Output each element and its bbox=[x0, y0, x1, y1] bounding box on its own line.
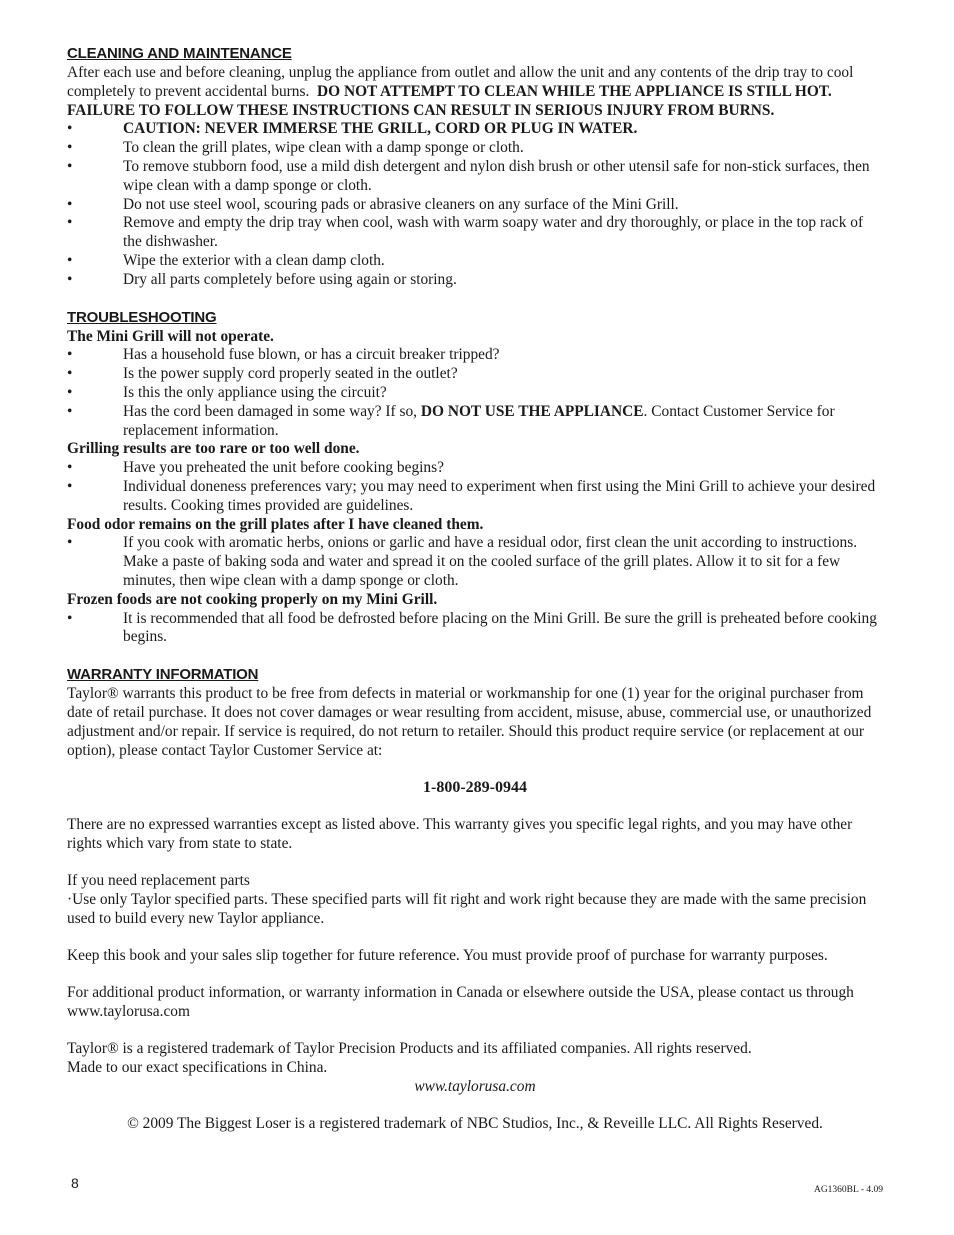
warranty-paragraph: For additional product information, or warranty information in Canada or elsewhere outside the USA, please contact us through www.taylorusa.com bbox=[67, 984, 854, 1021]
list-item: • Remove and empty the drip tray when cool, wash with warm soapy water and dry thoroughly, or place in the top rack of the dishwasher. bbox=[67, 214, 864, 251]
warranty-paragraph: Keep this book and your sales slip together for future reference. You must provide proof of purchase for warranty purposes. bbox=[67, 947, 828, 965]
bullet: • bbox=[67, 251, 73, 269]
problem-answers bbox=[67, 534, 883, 590]
bullet: • bbox=[67, 402, 73, 420]
list-item: • Do not use steel wool, scouring pads or abrasive cleaners on any surface of the Mini Grill. bbox=[67, 195, 679, 213]
problem-question: Frozen foods are not cooking properly on my Mini Grill. bbox=[67, 590, 438, 608]
document-code: AG1360BL - 4.09 bbox=[813, 1185, 883, 1195]
list-item: • If you cook with aromatic herbs, onions or garlic and have a residual odor, first clean the unit according to instructions. Make a paste of baking soda and water and spread it on the cooled surface of the grill plates. Allow it to sit for a few minutes, then wipe clean with a damp sponge or cloth. bbox=[67, 534, 858, 589]
bullet: • bbox=[67, 139, 73, 157]
trademark-line: Taylor® is a registered trademark of Taylor Precision Products and its affiliated companies. All rights reserved. bbox=[67, 1040, 752, 1058]
problem-question: Grilling results are too rare or too well done. bbox=[67, 440, 360, 458]
replacement-parts-title: If you need replacement parts bbox=[67, 872, 250, 890]
cleaning-heading: CLEANING AND MAINTENANCE bbox=[67, 45, 292, 62]
cleaning-intro: After each use and before cleaning, unplug the appliance from outlet and allow the unit and any contents of the drip tray to cool completely to prevent accidental burns. DO NOT ATTEMPT TO CLEAN WHILE THE APPLIANCE IS STILL HOT. FAILURE TO FOLLOW THESE INSTRUCTIONS CAN RESULT IN SERIOUS INJURY FROM BURNS. bbox=[67, 64, 854, 119]
bullet: • bbox=[67, 477, 73, 495]
list-item: • To remove stubborn food, use a mild dish detergent and nylon dish brush or other utensil safe for non-stick surfaces, then wipe clean with a damp sponge or cloth. bbox=[67, 157, 870, 194]
list-item: • Has a household fuse blown, or has a circuit breaker tripped? bbox=[67, 346, 500, 364]
problem-question: The Mini Grill will not operate. bbox=[67, 327, 274, 345]
manual-page bbox=[67, 44, 883, 1134]
list-item: • Is the power supply cord properly seated in the outlet? bbox=[67, 365, 458, 383]
burn-warning: DO NOT ATTEMPT TO CLEAN WHILE THE APPLIANCE IS STILL HOT. FAILURE TO FOLLOW THESE INSTRUCTIONS CAN RESULT IN SERIOUS INJURY FROM BURNS. bbox=[67, 82, 832, 119]
problem-answers bbox=[67, 459, 883, 515]
problem-answers bbox=[67, 346, 883, 440]
website-link[interactable]: www.taylorusa.com bbox=[414, 1078, 536, 1096]
bullet: • bbox=[67, 195, 73, 213]
made-in-line: Made to our exact specifications in China. bbox=[67, 1059, 328, 1077]
bullet: • bbox=[67, 214, 73, 232]
copyright-notice: © 2009 The Biggest Loser is a registered trademark of NBC Studios, Inc., & Reveille LLC. All Rights Reserved. bbox=[127, 1115, 823, 1133]
bullet: • bbox=[67, 365, 73, 383]
list-item: • To clean the grill plates, wipe clean with a damp sponge or cloth. bbox=[67, 139, 524, 157]
customer-service-phone: 1-800-289-0944 bbox=[423, 778, 527, 796]
list-item: • Is this the only appliance using the circuit? bbox=[67, 383, 387, 401]
warranty-paragraph: ·Use only Taylor specified parts. These specified parts will fit right and work right because they are made with the same precision used to build every new Taylor appliance. bbox=[67, 890, 867, 927]
warranty-paragraph: There are no expressed warranties except as listed above. This warranty gives you specific legal rights, and you may have other rights which vary from state to state. bbox=[67, 816, 853, 852]
page-number: 8 bbox=[71, 1175, 79, 1191]
bullet: • bbox=[67, 609, 73, 627]
bullet: • bbox=[67, 383, 73, 401]
bullet: • bbox=[67, 120, 73, 138]
list-item: • Have you preheated the unit before cooking begins? bbox=[67, 459, 444, 477]
bullet: • bbox=[67, 459, 73, 477]
cleaning-list bbox=[67, 120, 883, 289]
problem-question: Food odor remains on the grill plates after I have cleaned them. bbox=[67, 515, 484, 533]
list-item: • It is recommended that all food be defrosted before placing on the Mini Grill. Be sure the grill is preheated before cooking begins. bbox=[67, 609, 877, 646]
warranty-heading: WARRANTY INFORMATION bbox=[67, 666, 259, 684]
bullet: • bbox=[67, 346, 73, 364]
list-item: • Dry all parts completely before using again or storing. bbox=[67, 270, 457, 288]
list-item: • Individual doneness preferences vary; you may need to experiment when first using the Mini Grill to achieve your desired results. Cooking times provided are guidelines. bbox=[67, 477, 876, 514]
warranty-paragraph: Taylor® warrants this product to be free from defects in material or workmanship for one (1) year for the original purchaser from date of retail purchase. It does not cover damages or wear resulting from accident, misuse, abuse, commercial use, or unauthorized adjustment and/or repair. If service is required, do not return to retailer. Should this product require service (or replacement at our option), please contact Taylor Customer Service at: bbox=[67, 685, 872, 759]
bullet: • bbox=[67, 270, 73, 288]
bullet: • bbox=[67, 534, 73, 552]
problem-answers bbox=[67, 610, 883, 648]
troubleshooting-heading: TROUBLESHOOTING bbox=[67, 308, 217, 326]
list-item: • Has the cord been damaged in some way? If so, DO NOT USE THE APPLIANCE. Contact Customer Service for replacement information. bbox=[67, 402, 835, 439]
list-item: • CAUTION: NEVER IMMERSE THE GRILL, CORD OR PLUG IN WATER. bbox=[67, 120, 638, 138]
list-item: • Wipe the exterior with a clean damp cloth. bbox=[67, 251, 385, 269]
bullet: • bbox=[67, 157, 73, 175]
